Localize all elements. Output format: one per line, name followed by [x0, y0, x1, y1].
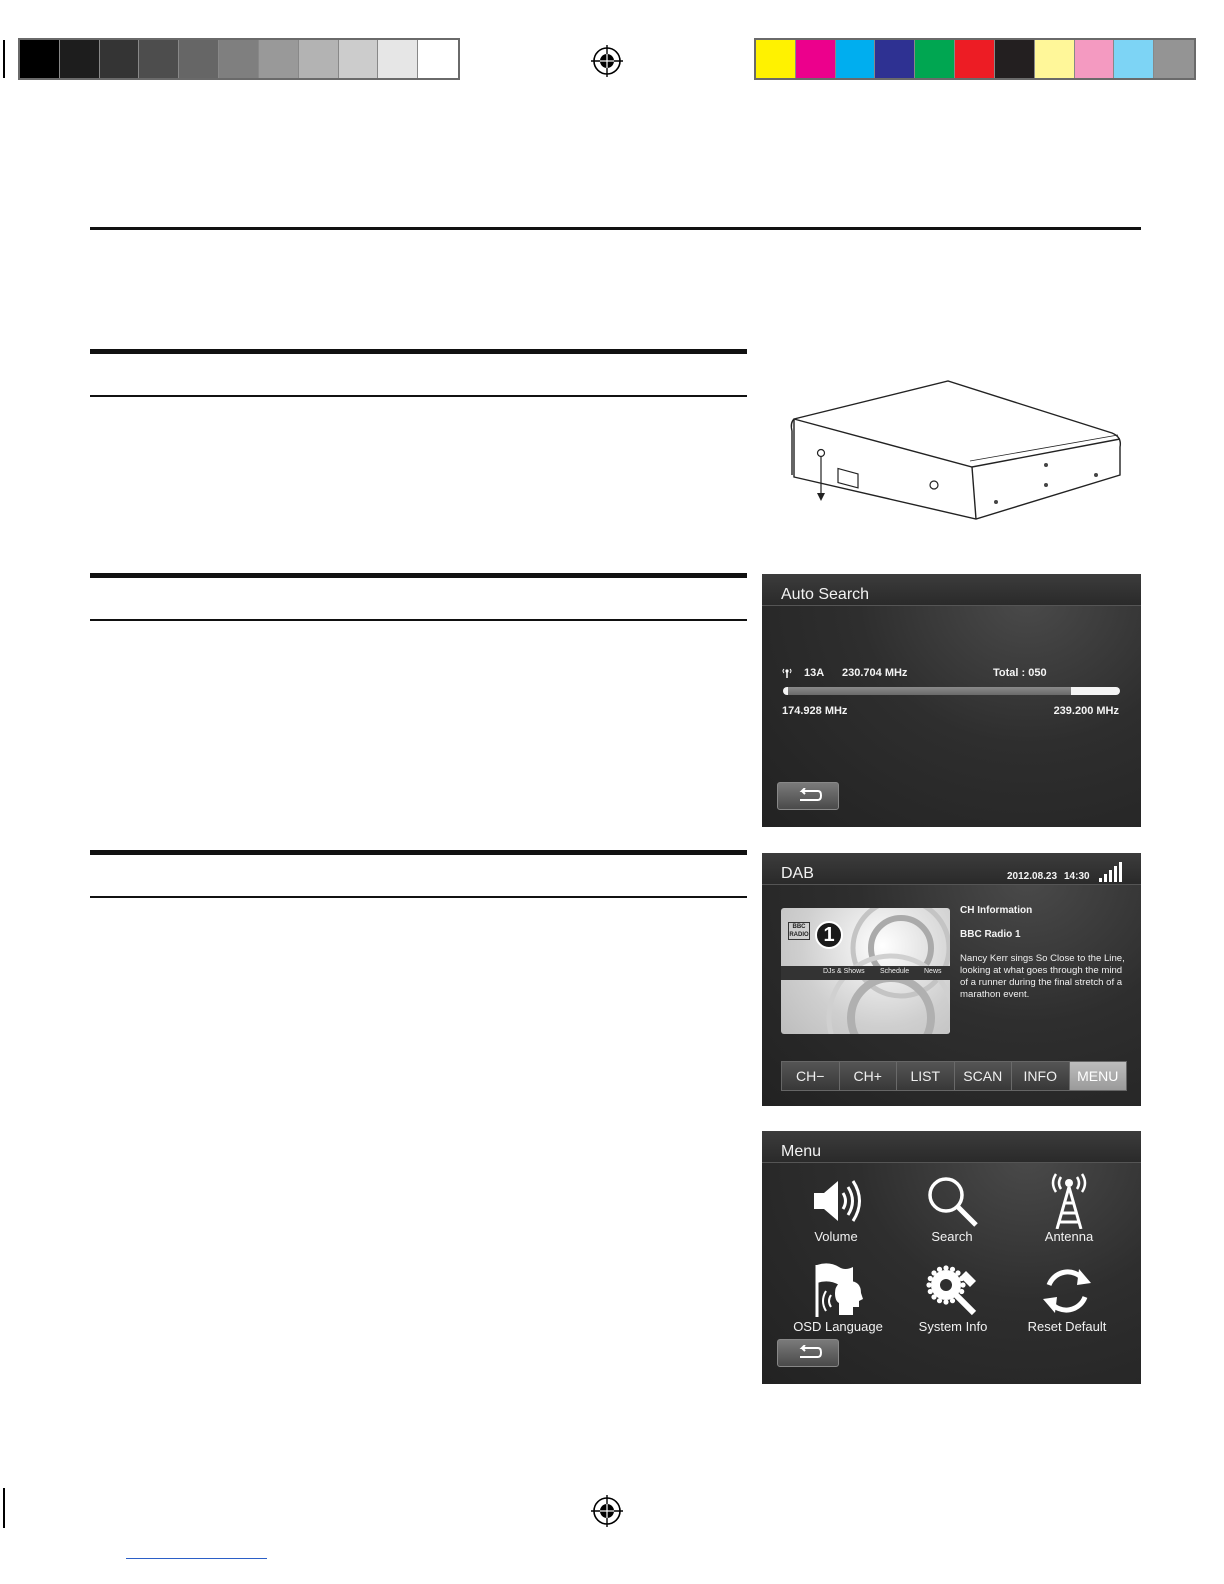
section-rule-thick — [90, 850, 747, 855]
menu-item-label: Volume — [814, 1229, 858, 1244]
artwork-nav-item: Schedule — [880, 968, 910, 975]
ch-minus-button[interactable]: CH− — [782, 1062, 840, 1090]
footer-link-underline — [126, 1558, 267, 1559]
artwork-nav-bar — [781, 966, 950, 980]
registration-mark-icon — [590, 44, 624, 78]
color-swatch — [1075, 40, 1115, 78]
menu-item-system-info[interactable] — [898, 1263, 1008, 1334]
back-button[interactable] — [777, 782, 839, 810]
menu-item-osd-language[interactable] — [783, 1263, 893, 1334]
grayscale-calibration-bar — [18, 38, 460, 80]
grayscale-swatch — [179, 40, 219, 78]
station-name: BBC Radio 1 — [960, 929, 1021, 940]
menu-item-label: Antenna — [1044, 1229, 1094, 1244]
gear-tooth — [960, 1282, 965, 1287]
back-button[interactable] — [777, 1339, 839, 1367]
gear-tooth — [926, 1282, 931, 1287]
grayscale-swatch — [100, 40, 140, 78]
color-swatch — [836, 40, 876, 78]
menu-item-volume[interactable] — [781, 1173, 891, 1244]
grayscale-swatch — [259, 40, 299, 78]
grayscale-swatch — [139, 40, 179, 78]
color-swatch — [875, 40, 915, 78]
menu-item-antenna[interactable] — [1014, 1173, 1124, 1244]
volume-icon — [808, 1173, 864, 1229]
signal-bar — [1099, 878, 1102, 882]
radio-one-badge: 1 — [815, 921, 843, 949]
auto-search-screen — [762, 574, 1141, 827]
frequency-label: 230.704 MHz — [842, 667, 908, 679]
softkey-bar — [781, 1061, 1127, 1091]
screen-title: DAB — [781, 865, 814, 882]
dab-screen — [762, 853, 1141, 1106]
range-end-label: 239.200 MHz — [1053, 705, 1119, 717]
grayscale-swatch — [299, 40, 339, 78]
signal-bar — [1114, 866, 1117, 882]
bbc-logo-bottom: RADIO — [789, 932, 809, 938]
registration-mark-icon — [590, 1494, 624, 1528]
color-swatch — [756, 40, 796, 78]
grayscale-swatch — [60, 40, 100, 78]
header-rule — [90, 227, 1141, 230]
bbc-logo — [788, 922, 810, 940]
back-arrow-icon — [796, 788, 822, 804]
artwork-nav-item: DJs & Shows — [823, 968, 865, 975]
grayscale-swatch — [219, 40, 259, 78]
menu-item-label: Search — [931, 1229, 973, 1244]
color-swatch — [915, 40, 955, 78]
signal-bar — [1104, 874, 1107, 882]
info-heading: CH Information — [960, 905, 1033, 916]
color-swatch — [995, 40, 1035, 78]
color-swatch — [1035, 40, 1075, 78]
search-progress-bar — [783, 687, 1120, 695]
menu-item-search[interactable] — [897, 1173, 1007, 1244]
section-rule-thick — [90, 573, 747, 578]
menu-button[interactable]: MENU — [1070, 1062, 1127, 1090]
total-label: Total : 050 — [993, 667, 1047, 679]
grayscale-swatch — [418, 40, 458, 78]
ch-plus-button[interactable]: CH+ — [840, 1062, 898, 1090]
section-rule-thin — [90, 619, 747, 621]
menu-item-label: OSD Language — [793, 1319, 883, 1334]
scan-button[interactable]: SCAN — [955, 1062, 1013, 1090]
channel-label: 13A — [804, 667, 825, 679]
color-calibration-bar — [754, 38, 1196, 80]
antenna-icon — [1041, 1173, 1097, 1229]
menu-item-label: Reset Default — [1027, 1319, 1107, 1334]
settings-icon — [924, 1263, 982, 1319]
search-progress-fill — [788, 687, 1071, 695]
crop-mark — [3, 40, 5, 78]
range-start-label: 174.928 MHz — [782, 705, 848, 717]
back-arrow-icon — [796, 1345, 822, 1361]
bbc-logo-top: BBC — [792, 924, 806, 930]
signal-strength-icon — [1099, 862, 1123, 882]
screen-title: Menu — [781, 1143, 822, 1160]
station-artwork — [781, 908, 950, 1034]
device-illustration — [780, 375, 1130, 530]
grayscale-swatch — [378, 40, 418, 78]
program-description: Nancy Kerr sings So Close to the Line, looking at what goes through the mind of a runner during the final stretch of a marathon event. — [960, 953, 1125, 1000]
signal-bar — [1109, 870, 1112, 882]
antenna-icon — [782, 668, 792, 678]
color-swatch — [1154, 40, 1194, 78]
screen-title: Auto Search — [781, 586, 870, 603]
list-button[interactable]: LIST — [897, 1062, 955, 1090]
search-icon — [924, 1173, 980, 1229]
section-rule-thin — [90, 395, 747, 397]
grayscale-swatch — [339, 40, 379, 78]
menu-screen — [762, 1131, 1141, 1384]
info-button[interactable]: INFO — [1012, 1062, 1070, 1090]
menu-item-reset-default[interactable] — [1012, 1263, 1122, 1334]
language-icon — [809, 1263, 867, 1319]
color-swatch — [796, 40, 836, 78]
section-rule-thin — [90, 896, 747, 898]
artwork-nav-item: News — [924, 968, 942, 975]
time-label: 14:30 — [1064, 871, 1090, 882]
menu-item-label: System Info — [918, 1319, 988, 1334]
reset-icon — [1039, 1263, 1095, 1319]
date-label: 2012.08.23 — [1007, 871, 1058, 882]
gear-tooth — [943, 1265, 948, 1270]
color-swatch — [955, 40, 995, 78]
signal-bar — [1119, 862, 1122, 882]
grayscale-swatch — [20, 40, 60, 78]
gear-tooth — [943, 1299, 948, 1304]
section-rule-thick — [90, 349, 747, 354]
color-swatch — [1114, 40, 1154, 78]
crop-mark — [3, 1488, 5, 1528]
